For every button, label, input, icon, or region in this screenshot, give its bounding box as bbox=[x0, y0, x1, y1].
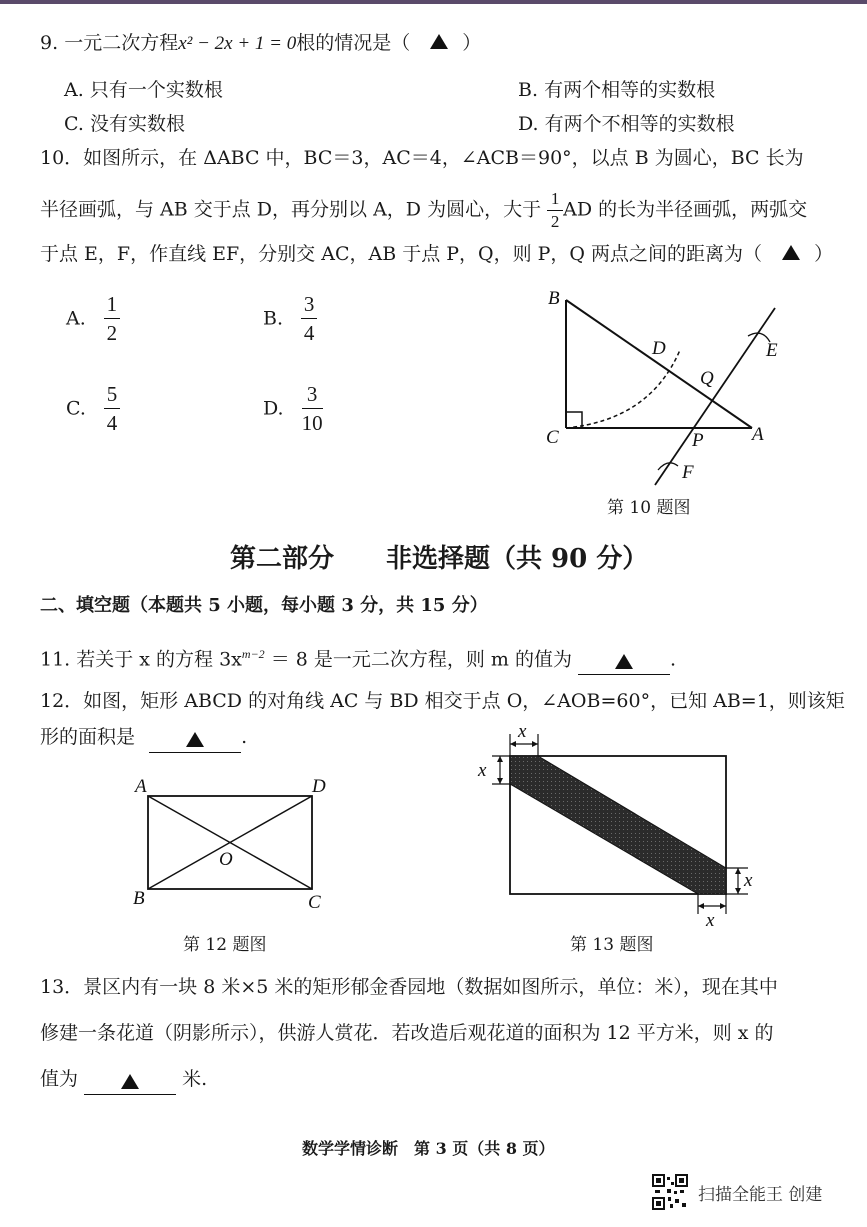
flower-path-shaded bbox=[510, 756, 726, 894]
label-x-bottom: x bbox=[706, 910, 715, 931]
q13-line1: 13．景区内有一块 8 米×5 米的矩形郁金香园地（数据如图所示，单位：米），现在其中 bbox=[40, 976, 778, 998]
label-f: F bbox=[682, 462, 694, 483]
q9-option-a: A. 只有一个实数根 bbox=[64, 79, 223, 101]
page-footer: 数学学情诊断 第 3 页（共 8 页） bbox=[302, 1139, 555, 1158]
q10-option-b: B. $\frac{3}{4}$ bbox=[263, 292, 317, 345]
q10-line1: 10．如图所示，在 ΔABC 中，BC＝3，AC＝4，∠ACB＝90°，以点 B 为圆心，BC 长为 bbox=[40, 147, 804, 169]
answer-triangle-icon bbox=[121, 1074, 139, 1089]
section2-heading: 二、填空题（本题共 5 小题，每小题 3 分，共 15 分） bbox=[40, 595, 488, 616]
part2-heading: 第二部分 非选择题（共 90 分） bbox=[230, 544, 649, 574]
q10-half-fraction: $\frac{1}{2}$ bbox=[547, 190, 563, 231]
q13-line3: 值为 米. bbox=[40, 1066, 207, 1095]
label-o: O bbox=[219, 849, 233, 870]
answer-triangle-icon bbox=[615, 654, 633, 669]
answer-triangle-icon bbox=[782, 245, 800, 260]
q12-line2: 形的面积是 . bbox=[40, 724, 247, 753]
label-b: B bbox=[548, 288, 560, 309]
label-p: P bbox=[692, 430, 704, 451]
segment-ab bbox=[566, 300, 752, 428]
q9-option-d: D. 有两个不相等的实数根 bbox=[518, 113, 735, 135]
label-c: C bbox=[546, 427, 559, 448]
label-a: A bbox=[135, 776, 147, 797]
label-d: D bbox=[652, 338, 666, 359]
answer-triangle-icon bbox=[430, 34, 448, 49]
q10-option-c: C. $\frac{5}{4}$ bbox=[66, 382, 120, 435]
q13-figure-caption: 第 13 题图 bbox=[570, 935, 654, 955]
label-q: Q bbox=[700, 368, 714, 389]
q10-line3: 于点 E，F，作直线 EF，分别交 AC，AB 于点 P，Q，则 P，Q 两点之间的距离为（ ） bbox=[40, 243, 834, 265]
answer-triangle-icon bbox=[186, 732, 204, 747]
qr-code-icon bbox=[652, 1174, 688, 1210]
q10-figure bbox=[530, 280, 800, 490]
label-d: D bbox=[312, 776, 326, 797]
label-x-top: x bbox=[518, 721, 527, 742]
label-a: A bbox=[752, 424, 764, 445]
label-c: C bbox=[308, 892, 321, 913]
watermark-text: 扫描全能王 创建 bbox=[698, 1185, 823, 1205]
q13-line2: 修建一条花道（阴影所示），供游人赏花．若改造后观花道的面积为 12 平方米，则 x 的 bbox=[40, 1022, 774, 1044]
q10-line2: 半径画弧，与 AB 交于点 D，再分别以 A，D 为圆心，大于 $\frac{1}{2}$ AD 的长为半径画弧，两弧交 bbox=[40, 189, 808, 231]
q13-figure bbox=[470, 720, 770, 932]
q11-text: 11. 若关于 x 的方程 $3x^{m-2} = 8$ 是一元二次方程，则 m 的值为 . bbox=[40, 641, 676, 675]
right-angle-mark bbox=[566, 412, 582, 428]
label-x-right: x bbox=[744, 870, 753, 891]
line-ef bbox=[655, 308, 775, 485]
top-border bbox=[0, 0, 867, 4]
q9-option-c: C. 没有实数根 bbox=[64, 113, 185, 135]
label-e: E bbox=[766, 340, 778, 361]
label-x-left: x bbox=[478, 760, 487, 781]
q12-line1: 12．如图，矩形 ABCD 的对角线 AC 与 BD 相交于点 O，∠AOB=60°，已知 AB=1，则该矩 bbox=[40, 690, 845, 712]
q10-option-a: A. $\frac{1}{2}$ bbox=[66, 292, 120, 345]
q12-figure bbox=[125, 768, 345, 918]
q10-option-d: D. $\frac{3}{10}$ bbox=[263, 382, 323, 435]
q12-figure-caption: 第 12 题图 bbox=[183, 935, 267, 955]
arc-bc bbox=[566, 350, 680, 428]
label-b: B bbox=[133, 888, 145, 909]
q10-figure-caption: 第 10 题图 bbox=[607, 498, 691, 518]
q9-option-b: B. 有两个相等的实数根 bbox=[518, 79, 716, 101]
q9-stem: 9. 一元二次方程x² − 2x + 1 = 0根的情况是（ ） bbox=[40, 32, 482, 54]
